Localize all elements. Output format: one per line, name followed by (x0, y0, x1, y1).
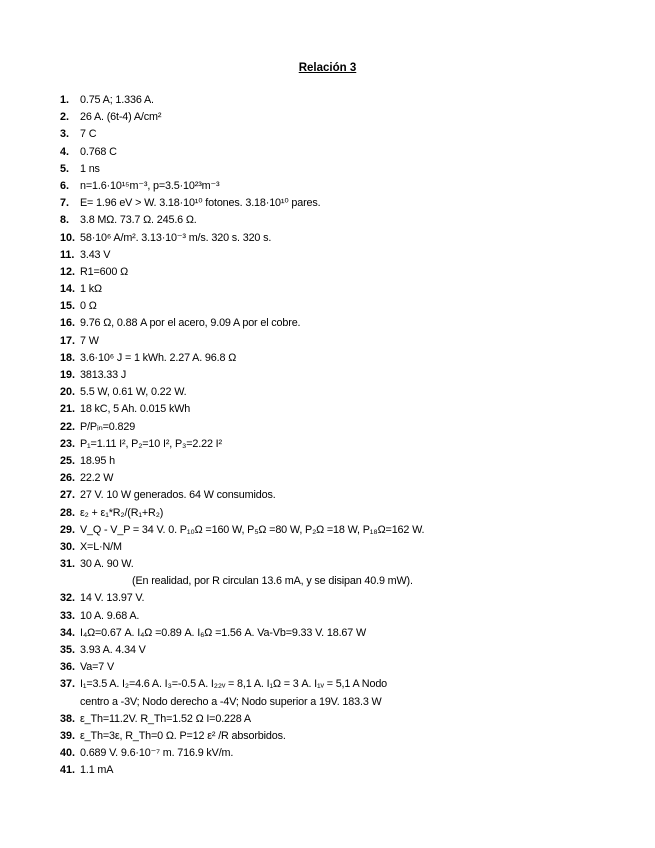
item-number: 3. (60, 128, 70, 141)
item-answer: 3813.33 J (80, 369, 127, 381)
item-number: 16. (60, 317, 76, 330)
item-number: 15. (60, 300, 76, 313)
list-item (60, 298, 640, 315)
item-number: 7. (60, 197, 70, 210)
item-number: 25. (60, 454, 76, 467)
item-answer: 3.6·10⁶ J = 1 kWh. 2.27 A. 96.8 Ω (80, 351, 237, 364)
item-number: 38. (60, 712, 76, 725)
item-number: 30. (60, 540, 76, 553)
item-number: 34. (60, 626, 76, 639)
list-item (60, 453, 640, 470)
list-item (60, 625, 640, 642)
item-answer: 1 ns (80, 162, 100, 175)
item-answer: 30 A. 90 W. (80, 558, 134, 571)
list-item (60, 401, 640, 418)
item-answer: 0.75 A; 1.336 A. (80, 94, 154, 106)
item-number: 4. (60, 145, 70, 158)
item-answer: 0.689 V. 9.6·10⁻⁷ m. 716.9 kV/m. (80, 747, 234, 760)
list-item (60, 144, 640, 161)
item-answer: 22.2 W (80, 472, 114, 485)
item-number: 19. (60, 369, 76, 381)
item-answer: 27 V. 10 W generados. 64 W consumidos. (80, 489, 276, 502)
item-number: 2. (60, 111, 70, 124)
item-answer: 0.768 C (80, 145, 117, 158)
item-number: 26. (60, 472, 76, 485)
item-number: 40. (60, 747, 76, 760)
page-title: Relación 3 (298, 62, 357, 74)
item-answer: 1 kΩ (80, 283, 102, 296)
list-item (60, 590, 640, 607)
item-answer: P/Pᵢₙ=0.829 (80, 420, 136, 433)
item-number: 14. (60, 283, 76, 296)
list-item (60, 608, 640, 625)
item-number: 21. (60, 403, 76, 416)
item-number: 29. (60, 523, 76, 536)
item-answer: 14 V. 13.97 V. (80, 592, 145, 605)
item-answer: 3.93 A. 4.34 V (80, 644, 146, 656)
item-number: 36. (60, 661, 76, 674)
item-answer: 10 A. 9.68 A. (80, 609, 140, 622)
item-answer: 1.1 mA (80, 764, 114, 777)
item-answer: V_Q - V_P = 34 V. 0. P₁₀Ω =160 W, P₅Ω =80 W, P₂Ω =18 W, P₁₈Ω=162 W. (80, 523, 425, 536)
list-item (60, 109, 640, 126)
item-answer: ε_Th=11.2V. R_Th=1.52 Ω I=0.228 A (80, 712, 251, 725)
list-item (60, 178, 640, 195)
item-answer: I₁=3.5 A. I₂=4.6 A. I₃=-0.5 A. I₂₂ᵥ = 8,1 A. I₁Ω = 3 A. I₁ᵥ = 5,1 A Nodo (80, 678, 388, 691)
item-number: 22. (60, 420, 76, 433)
list-item (60, 539, 640, 556)
item-answer: X=L·N/M (80, 540, 122, 553)
item-number: 1. (60, 94, 70, 106)
list-item (60, 505, 640, 522)
item-answer: (En realidad, por R circulan 13.6 mA, y se disipan 40.9 mW). (132, 575, 413, 588)
item-answer: 18.95 h (80, 454, 115, 467)
list-item (60, 676, 640, 693)
list-item (60, 333, 640, 350)
list-item (60, 264, 640, 281)
list-item (60, 247, 640, 264)
list-item (60, 126, 640, 143)
answer-list (60, 92, 640, 780)
list-item (60, 522, 640, 539)
item-number: 28. (60, 506, 76, 519)
item-number: 35. (60, 644, 76, 656)
list-item (60, 230, 640, 247)
list-item (60, 436, 640, 453)
item-answer: 3.8 MΩ. 73.7 Ω. 245.6 Ω. (80, 214, 197, 227)
list-item (60, 642, 640, 659)
item-answer: 3.43 V (80, 248, 111, 261)
item-answer: 9.76 Ω, 0.88 A por el acero, 9.09 A por el cobre. (80, 317, 301, 330)
list-item (60, 212, 640, 229)
item-number: 11. (60, 248, 75, 261)
item-number: 10. (60, 231, 76, 244)
list-item (60, 711, 640, 728)
item-number: 12. (60, 265, 76, 278)
item-number: 17. (60, 334, 76, 347)
list-item (60, 573, 640, 590)
item-number: 5. (60, 162, 70, 175)
item-answer: centro a -3V; Nodo derecho a -4V; Nodo superior a 19V. 183.3 W (80, 695, 382, 708)
list-item (60, 92, 640, 109)
item-number: 8. (60, 214, 70, 227)
item-answer: 7 C (80, 128, 97, 141)
item-number: 27. (60, 489, 76, 502)
list-item (60, 487, 640, 504)
item-answer: 5.5 W, 0.61 W, 0.22 W. (80, 386, 187, 399)
item-number: 23. (60, 437, 76, 450)
item-answer: R1=600 Ω (80, 265, 128, 278)
list-item (60, 470, 640, 487)
item-answer: 58·10⁶ A/m². 3.13·10⁻³ m/s. 320 s. 320 s. (80, 231, 272, 244)
item-number: 37. (60, 678, 76, 691)
list-item (60, 281, 640, 298)
list-item (60, 195, 640, 212)
list-item (60, 659, 640, 676)
item-answer: Va=7 V (80, 661, 115, 674)
item-answer: n=1.6·10¹⁵m⁻³, p=3.5·10²³m⁻³ (80, 179, 220, 192)
item-answer: I₄Ω=0.67 A. I₄Ω =0.89 A. I₆Ω =1.56 A. Va-Vb=9.33 V. 18.67 W (80, 626, 367, 639)
item-answer: ε₂ + ε₁*R₂/(R₁+R₂) (80, 506, 164, 519)
item-answer: P₁=1.11 I², P₂=10 I², P₃=2.22 I² (80, 437, 222, 450)
item-answer: E= 1.96 eV > W. 3.18·10¹⁰ fotones. 3.18·10¹⁰ pares. (80, 197, 321, 210)
list-item (60, 762, 640, 779)
list-item (60, 315, 640, 332)
item-answer: ε_Th=3ε, R_Th=0 Ω. P=12 ε² /R absorbidos. (80, 729, 286, 742)
item-answer: 18 kC, 5 Ah. 0.015 kWh (80, 403, 191, 416)
list-item (60, 350, 640, 367)
item-answer: 26 A. (6t-4) A/cm² (80, 111, 162, 124)
list-item (60, 694, 640, 711)
list-item (60, 367, 640, 384)
item-answer: 0 Ω (80, 300, 97, 313)
list-item (60, 556, 640, 573)
list-item (60, 419, 640, 436)
item-number: 6. (60, 179, 70, 192)
list-item (60, 728, 640, 745)
item-number: 31. (60, 558, 76, 571)
list-item (60, 161, 640, 178)
list-item (60, 745, 640, 762)
item-number: 41. (60, 764, 76, 777)
item-number: 39. (60, 729, 76, 742)
item-number: 18. (60, 351, 76, 364)
item-number: 20. (60, 386, 76, 399)
item-number: 33. (60, 609, 76, 622)
item-answer: 7 W (80, 334, 99, 347)
list-item (60, 384, 640, 401)
item-number: 32. (60, 592, 76, 605)
